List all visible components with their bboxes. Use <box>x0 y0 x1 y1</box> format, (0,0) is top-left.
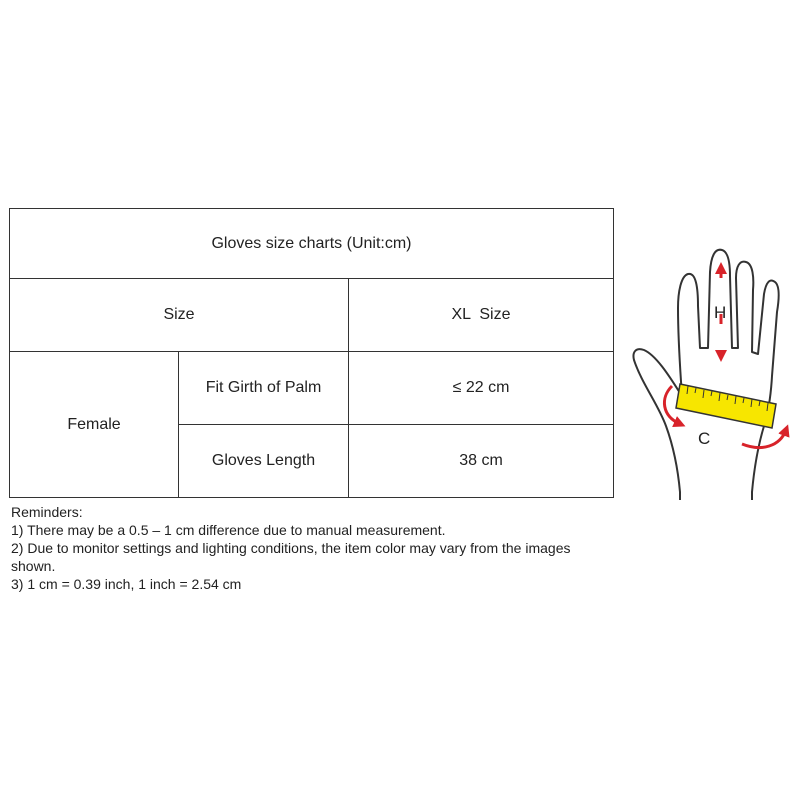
table-header-row <box>10 279 614 352</box>
size-header-label: Size <box>10 279 349 352</box>
size-chart-table <box>9 208 614 498</box>
row-value-length: 38 cm <box>349 425 614 498</box>
row-label-length: Gloves Length <box>179 425 349 498</box>
size-header-value: XL Size <box>349 279 614 352</box>
reminder-item: 2) Due to monitor settings and lighting conditions, the item color may vary from the images shown. <box>11 540 571 574</box>
table-title-row <box>10 209 614 279</box>
group-label: Female <box>10 352 179 498</box>
height-label: H <box>714 303 727 322</box>
hand-measurement-diagram <box>622 248 800 500</box>
reminders <box>11 503 611 593</box>
reminder-item: 1) There may be a 0.5 – 1 cm difference due to manual measurement. <box>11 522 446 538</box>
hand-outline-icon <box>633 250 778 500</box>
measuring-tape-icon <box>676 384 776 428</box>
reminder-item: 3) 1 cm = 0.39 inch, 1 inch = 2.54 cm <box>11 576 242 592</box>
table-row <box>10 352 614 425</box>
row-value-palm: ≤ 22 cm <box>349 352 614 425</box>
circumference-label: C <box>698 429 711 448</box>
table-title: Gloves size charts (Unit:cm) <box>10 209 614 279</box>
row-label-palm: Fit Girth of Palm <box>179 352 349 425</box>
reminders-heading: Reminders: <box>11 504 83 520</box>
circumference-arrow-right-icon <box>742 430 786 448</box>
